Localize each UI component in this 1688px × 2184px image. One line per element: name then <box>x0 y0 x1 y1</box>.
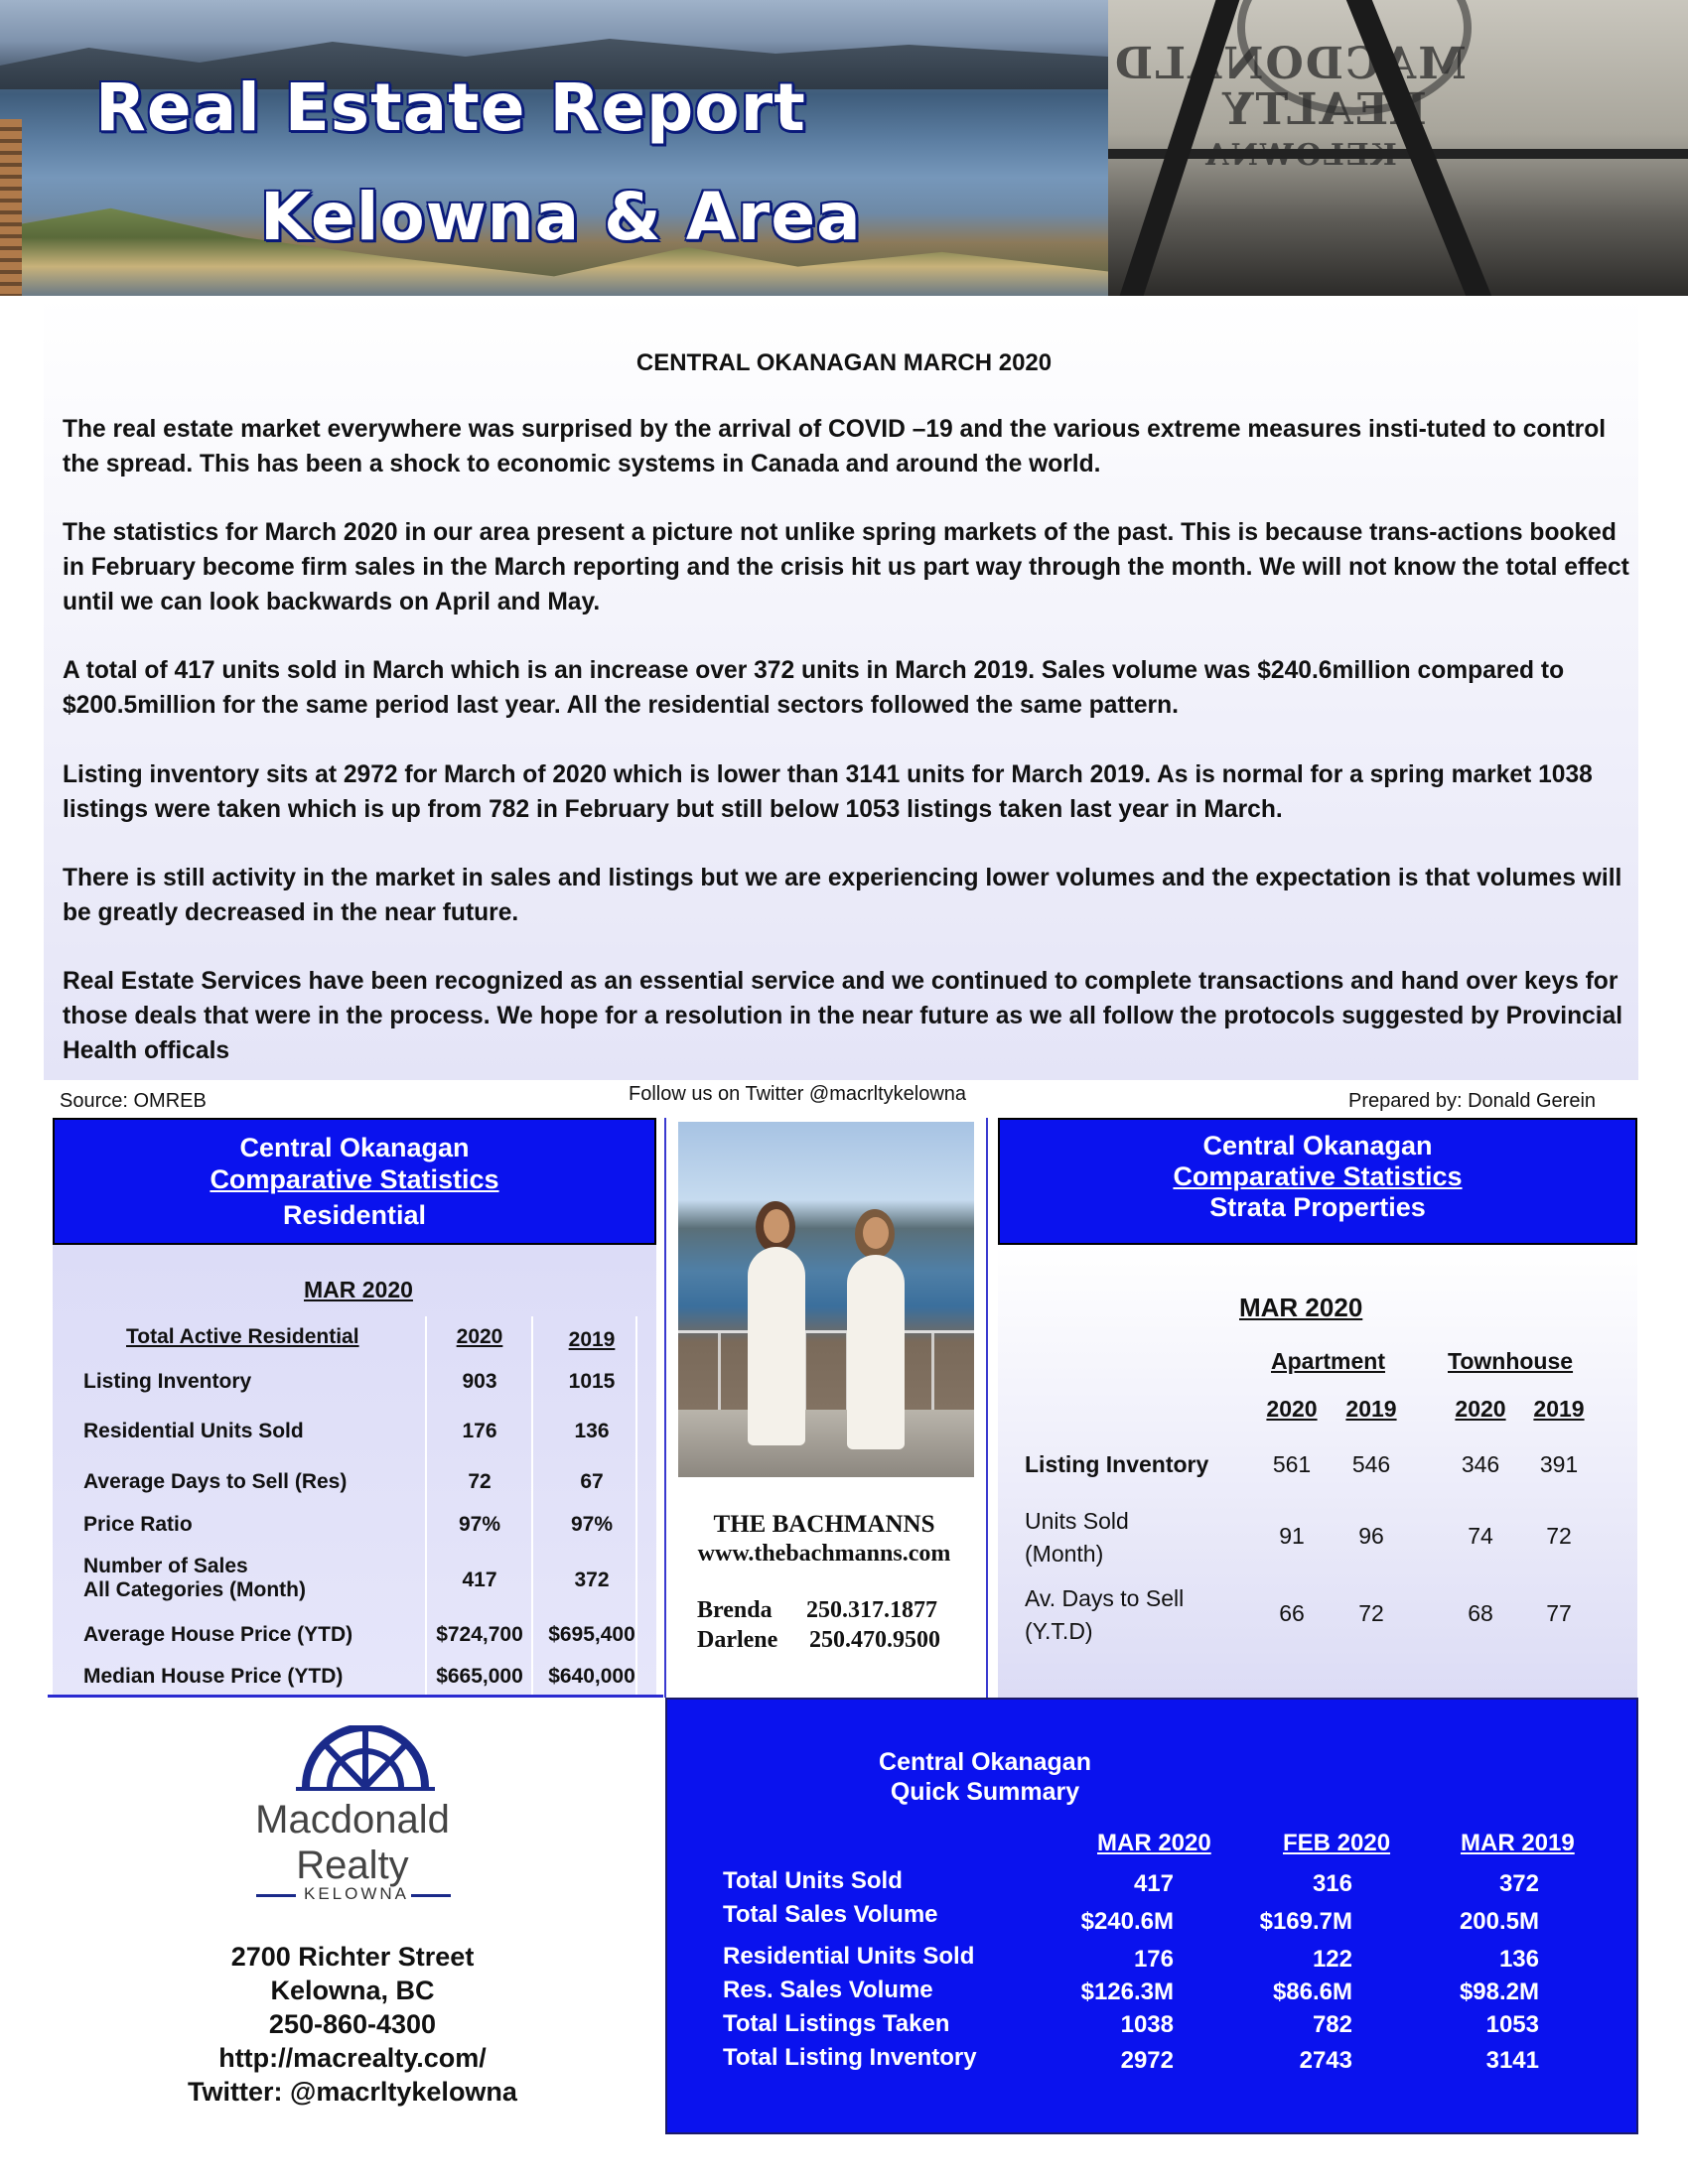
agent-left-face <box>764 1209 789 1243</box>
strata-cell: 68 <box>1468 1600 1493 1626</box>
banner-building <box>0 119 22 296</box>
paragraph-activity: There is still activity in the market in sales and listings but we are experiencing lower volumes and the expectation is that volumes will be greatly decreased in the near future. <box>63 865 1622 926</box>
strata-cell: 66 <box>1279 1600 1305 1626</box>
summary-cell: 1038 <box>1120 2011 1174 2038</box>
res-row-2019: 136 <box>574 1420 610 1442</box>
brokerage-twitter[interactable]: Twitter: @macrltykelowna <box>188 2077 517 2107</box>
res-row-2020: 903 <box>462 1370 497 1393</box>
summary-cell: $169.7M <box>1259 1908 1352 1935</box>
res-row-2020: 417 <box>462 1569 497 1591</box>
residential-header: Central Okanagan Comparative Statistics Residential <box>53 1118 656 1245</box>
brokerage-website[interactable]: http://macrealty.com/ <box>218 2043 487 2073</box>
summary-col-feb2020: FEB 2020 <box>1283 1830 1391 1856</box>
summary-row-label: Total Sales Volume <box>723 1901 938 1928</box>
banner-title-line1: Real Estate Report <box>95 69 806 146</box>
summary-col-mar2020: MAR 2020 <box>1097 1830 1211 1856</box>
res-row-2020: $665,000 <box>436 1665 523 1688</box>
paragraph-covid: The real estate market everywhere was surprised by the arrival of COVID –19 and the various extreme measures insti-tuted to control the spread. This has been a shock to economic systems in Canada and around the world. <box>63 416 1607 478</box>
prepared-by: Prepared by: Donald Gerein <box>1348 1090 1597 1112</box>
window-lettering: MACDONALD REALTY <box>1113 39 1467 135</box>
paragraph-sales: A total of 417 units sold in March which is an increase over 372 units in March 2019. Sales volume was $240.6million compared to $200.5million for the same period last year. All the residential sectors followed the same pattern. <box>63 657 1565 719</box>
logo-rule-left <box>256 1894 296 1897</box>
agents-website[interactable]: www.thebachmanns.com <box>697 1541 951 1567</box>
banner-lake-photo <box>0 0 1108 296</box>
summary-cell: 200.5M <box>1459 1908 1539 1935</box>
res-row-2020: 72 <box>468 1470 492 1493</box>
summary-row-label: Total Listings Taken <box>723 2010 950 2037</box>
residential-col-2020: 2020 <box>456 1325 503 1348</box>
summary-row-label: Residential Units Sold <box>723 1943 975 1970</box>
strata-cell: 546 <box>1351 1451 1391 1477</box>
residential-period: MAR 2020 <box>304 1277 413 1302</box>
res-row-label: Average House Price (YTD) <box>83 1623 353 1646</box>
res-row-label: Residential Units Sold <box>83 1420 304 1442</box>
res-row-2020: 97% <box>458 1513 501 1536</box>
paragraph-statistics: The statistics for March 2020 in our area present a picture not unlike spring markets of the past. This is because trans-actions booked in February become firm sales in the March reporting and the crisis hit us part way through the month. We will not know the total effect until we can look backwards on April and May. <box>63 519 1629 615</box>
summary-title: Central Okanagan Quick Summary <box>879 1748 1091 1806</box>
summary-cell: 417 <box>1133 1870 1174 1897</box>
paragraph-inventory: Listing inventory sits at 2972 for March of 2020 which is lower than 3141 units for March 2019. As is normal for a spring market 1038 listings were taken which is up from 782 in February but still below 1053 listings taken last year in March. <box>63 761 1593 823</box>
summary-cell: 136 <box>1498 1946 1539 1973</box>
agent-right-figure <box>847 1255 905 1449</box>
summary-cell: $126.3M <box>1080 1979 1174 2005</box>
res-row-2019: 1015 <box>568 1370 616 1393</box>
agent-brenda-name: Brenda <box>697 1597 773 1623</box>
report-heading: CENTRAL OKANAGAN MARCH 2020 <box>635 349 1053 376</box>
logo-kelowna: KELOWNA <box>304 1884 410 1903</box>
banner-title-line2: Kelowna & Area <box>260 179 862 255</box>
agent-darlene-name: Darlene <box>697 1627 778 1653</box>
quick-summary <box>665 1698 1638 2134</box>
res-row-2020: 176 <box>462 1420 497 1442</box>
summary-cell: $240.6M <box>1080 1908 1174 1935</box>
source-label: Source: OMREB <box>60 1090 207 1112</box>
res-row-label: Number of Sales All Categories (Month) <box>83 1555 306 1601</box>
res-row-2019: $695,400 <box>548 1623 635 1646</box>
summary-row-label: Res. Sales Volume <box>723 1977 933 2003</box>
strata-year-th-2020: 2020 <box>1455 1396 1506 1422</box>
balcony-railing <box>678 1330 974 1413</box>
address-street: 2700 Richter Street <box>230 1942 475 1972</box>
res-row-label: Listing Inventory <box>83 1370 252 1393</box>
summary-cell: $98.2M <box>1459 1979 1539 2005</box>
summary-cell: 2972 <box>1120 2047 1174 2074</box>
banner-office-photo <box>1108 0 1688 296</box>
strata-cell: 91 <box>1279 1523 1305 1549</box>
res-row-label: Average Days to Sell (Res) <box>83 1470 348 1493</box>
res-row-2019: 372 <box>574 1569 610 1591</box>
strata-row-label: Units Sold (Month) <box>1025 1508 1129 1567</box>
strata-cell: 72 <box>1546 1523 1572 1549</box>
paragraph-essential-service: Real Estate Services have been recognized as an essential service and we continued to complete transactions and hand over keys for those deals that were in the process. We hope for a resolution in the near future as we all follow the protocols suggested by Provincial Health officals <box>63 968 1623 1064</box>
logo-wordmark: Macdonald Realty <box>255 1798 450 1887</box>
agent-darlene-phone: 250.470.9500 <box>809 1627 940 1653</box>
summary-cell: 316 <box>1312 1870 1352 1897</box>
summary-cell: $86.6M <box>1272 1979 1352 2005</box>
res-row-2020: $724,700 <box>436 1623 523 1646</box>
summary-cell: 176 <box>1133 1946 1174 1973</box>
strata-year-apt-2019: 2019 <box>1345 1396 1397 1422</box>
agent-brenda-phone: 250.317.1877 <box>806 1597 937 1623</box>
res-row-2019: $640,000 <box>548 1665 635 1688</box>
macdonald-realty-logo-icon <box>296 1725 435 1795</box>
res-row-2019: 67 <box>580 1470 604 1493</box>
brokerage-address <box>44 1940 661 2109</box>
agents-name: THE BACHMANNS <box>713 1511 935 1538</box>
strata-period: MAR 2020 <box>1239 1293 1363 1322</box>
twitter-follow: Follow us on Twitter @macrltykelowna <box>629 1083 967 1105</box>
strata-cell: 72 <box>1358 1600 1384 1626</box>
summary-cell: 372 <box>1498 1870 1539 1897</box>
balcony-floor <box>678 1410 974 1477</box>
summary-col-mar2019: MAR 2019 <box>1461 1830 1575 1856</box>
strata-header: Central Okanagan Comparative Statistics Strata Properties <box>998 1118 1637 1245</box>
strata-row-label: Av. Days to Sell (Y.T.D) <box>1025 1585 1185 1644</box>
window-frame-horizontal <box>1108 149 1688 159</box>
strata-cell: 96 <box>1358 1523 1384 1549</box>
strata-year-th-2019: 2019 <box>1533 1396 1585 1422</box>
summary-row-label: Total Listing Inventory <box>723 2044 977 2071</box>
strata-cell: 74 <box>1468 1523 1493 1549</box>
strata-cell: 391 <box>1539 1451 1579 1477</box>
summary-cell: 2743 <box>1299 2047 1352 2074</box>
strata-group-apartment: Apartment <box>1271 1348 1386 1374</box>
strata-year-apt-2020: 2020 <box>1266 1396 1318 1422</box>
brokerage-phone: 250-860-4300 <box>268 2009 437 2039</box>
summary-cell: 1053 <box>1485 2011 1539 2038</box>
summary-row-label: Total Units Sold <box>723 1867 903 1894</box>
res-row-label: Price Ratio <box>83 1513 193 1536</box>
agent-left-figure <box>748 1247 805 1445</box>
agent-right-face <box>863 1217 889 1249</box>
res-row-label: Median House Price (YTD) <box>83 1665 344 1688</box>
logo-rule-right <box>411 1894 451 1897</box>
brokerage-area <box>44 1698 661 2134</box>
strata-group-townhouse: Townhouse <box>1448 1348 1574 1374</box>
agents-photo <box>678 1122 974 1477</box>
summary-cell: 3141 <box>1485 2047 1539 2074</box>
summary-cell: 782 <box>1312 2011 1352 2038</box>
strata-cell: 346 <box>1461 1451 1500 1477</box>
strata-row-label: Listing Inventory <box>1025 1451 1209 1477</box>
summary-cell: 122 <box>1312 1946 1352 1973</box>
strata-cell: 77 <box>1546 1600 1572 1626</box>
residential-col-2019: 2019 <box>568 1328 616 1351</box>
residential-col-label: Total Active Residential <box>126 1325 359 1348</box>
strata-cell: 561 <box>1272 1451 1312 1477</box>
address-city: Kelowna, BC <box>270 1976 435 2005</box>
res-row-2019: 97% <box>570 1513 614 1536</box>
